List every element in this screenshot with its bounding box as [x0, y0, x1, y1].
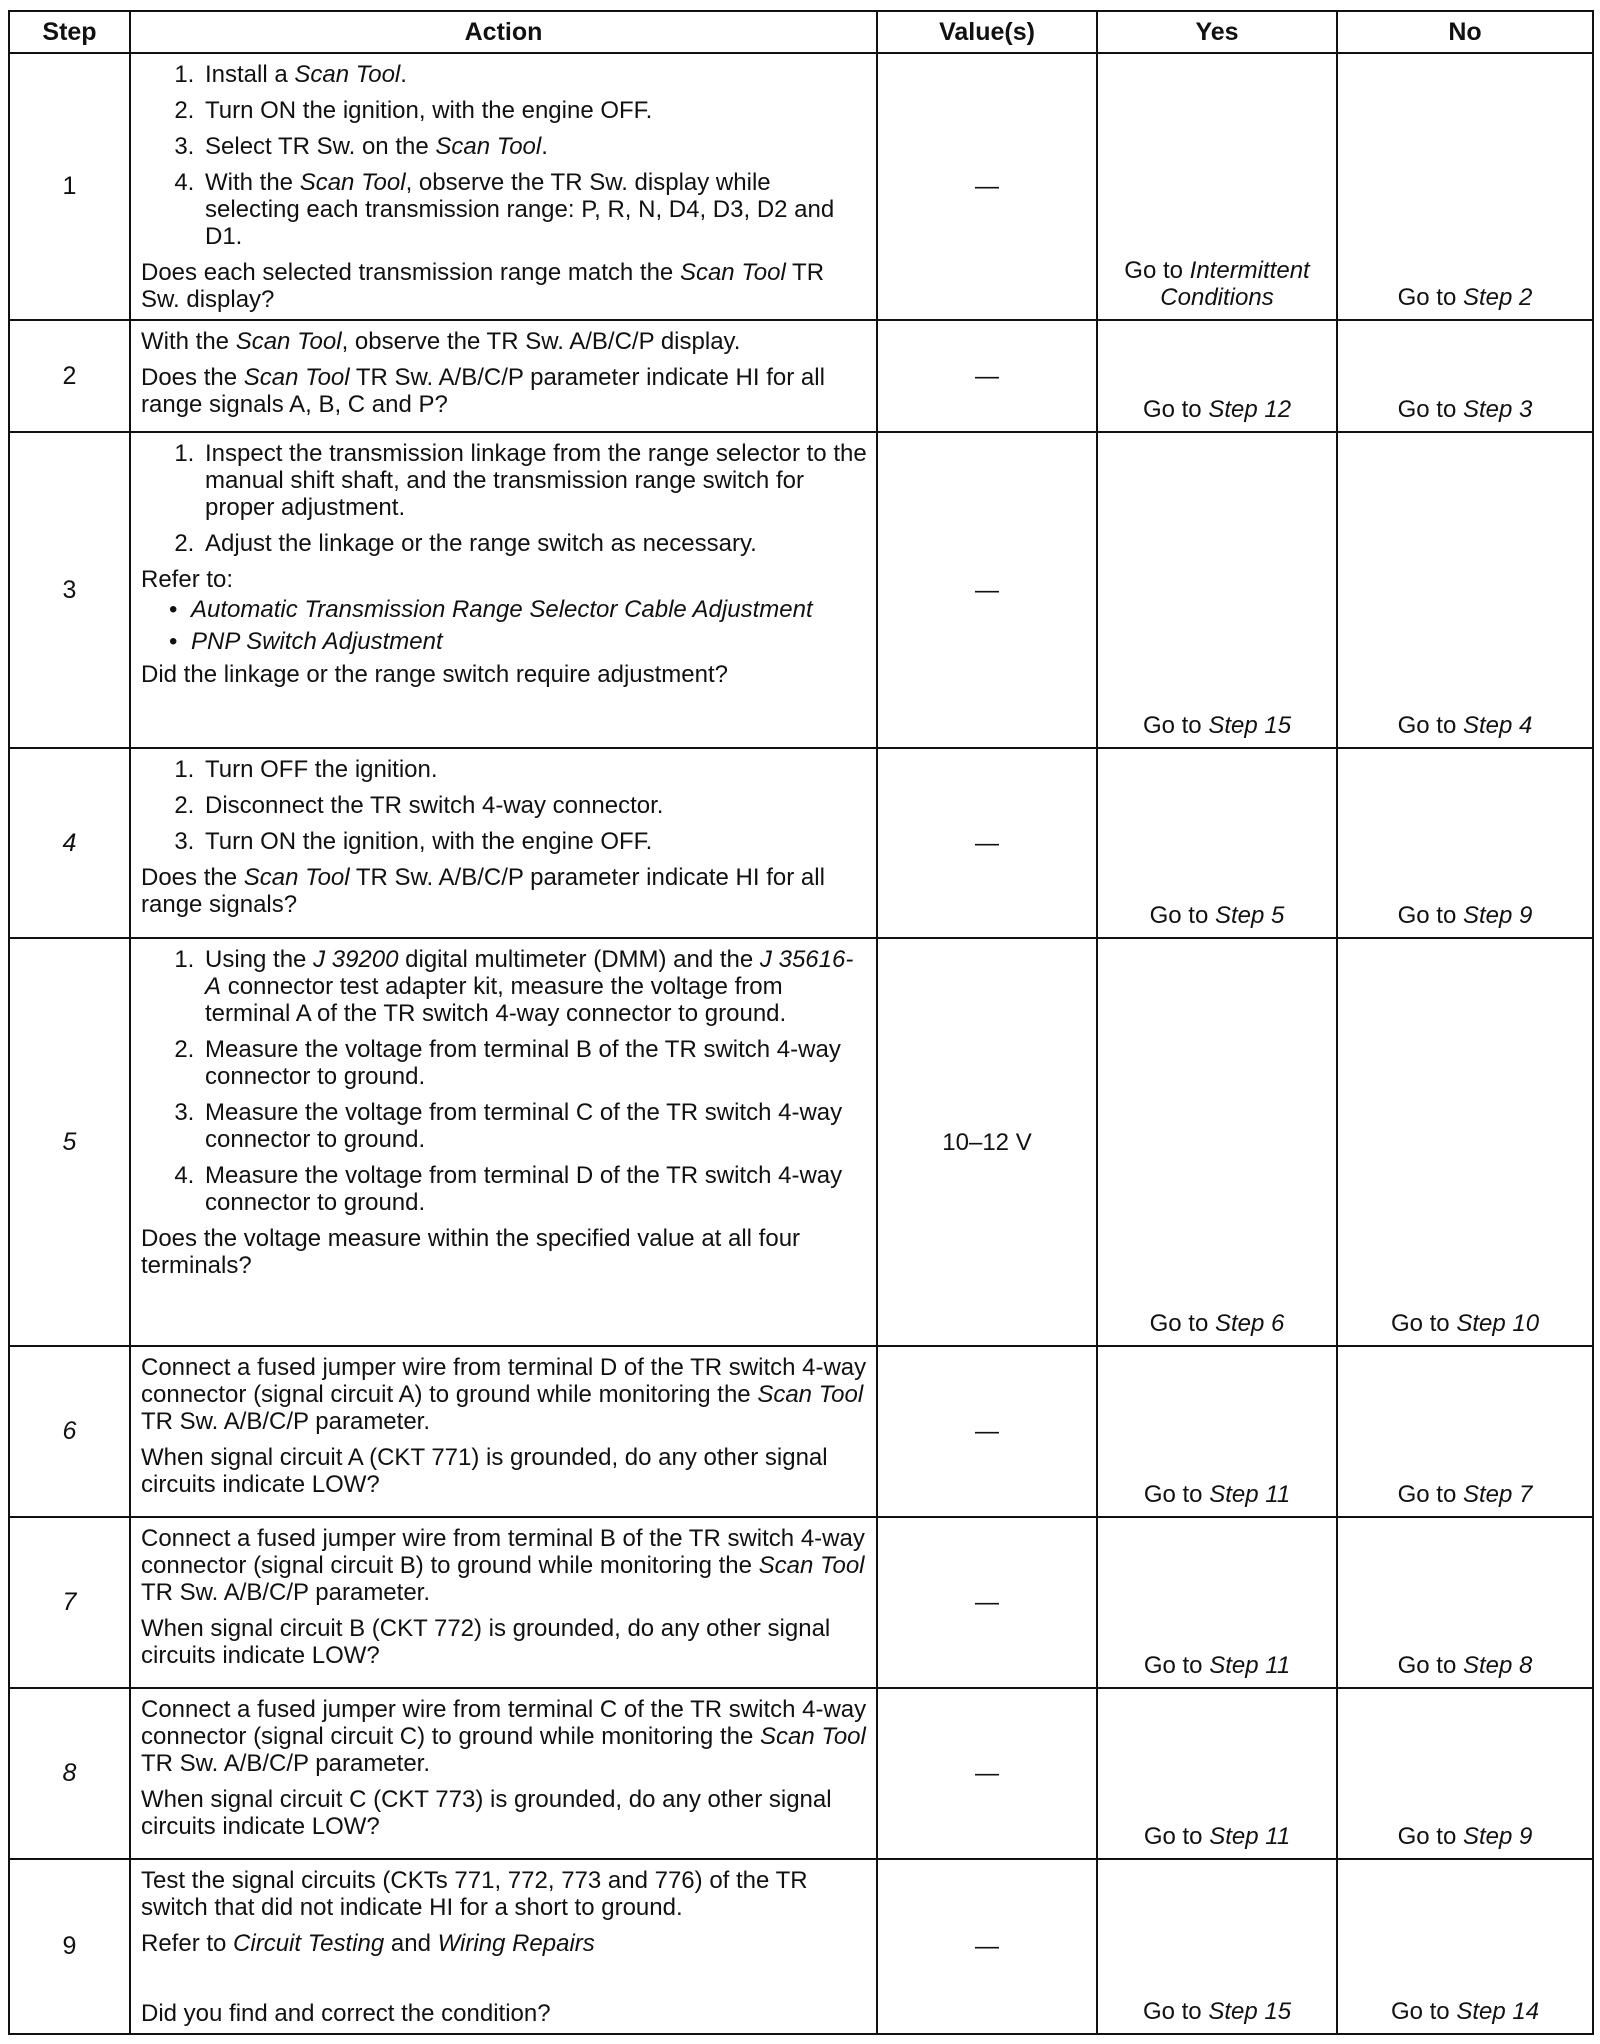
yes-cell: Go to Intermittent Conditions [1097, 53, 1337, 320]
yes-link[interactable]: Step 11 [1209, 1481, 1291, 1508]
yes-cell: Go to Step 15 [1097, 1859, 1337, 2034]
yes-cell: Go to Step 12 [1097, 320, 1337, 432]
value-cell: — [877, 432, 1097, 748]
no-cell: Go to Step 9 [1337, 748, 1593, 938]
value-cell: — [877, 748, 1097, 938]
step-number: 1 [9, 53, 130, 320]
value-cell: — [877, 320, 1097, 432]
yes-link[interactable]: Step 11 [1209, 1823, 1291, 1850]
step-number: 6 [9, 1346, 130, 1517]
value-cell: 10–12 V [877, 938, 1097, 1346]
no-link[interactable]: Step 3 [1462, 396, 1533, 423]
yes-cell: Go to Step 6 [1097, 938, 1337, 1346]
no-link[interactable]: Step 2 [1462, 284, 1533, 311]
diagnostic-table [8, 10, 1594, 2035]
yes-link[interactable]: Step 12 [1208, 396, 1292, 423]
action-cell: Connect a fused jumper wire from terminal B of the TR switch 4-way connector (signal circuit B) to ground while monitoring the Scan Tool TR Sw. A/B/C/P parameter. When signal circuit B (CKT 772) is grounded, do any other signal circuits indicate LOW? [130, 1517, 877, 1688]
yes-link[interactable]: Step 6 [1214, 1310, 1285, 1337]
header-yes: Yes [1097, 11, 1337, 53]
value-cell: — [877, 1688, 1097, 1859]
no-link[interactable]: Step 14 [1456, 1998, 1540, 2025]
no-link[interactable]: Step 7 [1462, 1481, 1533, 1508]
no-cell: Go to Step 10 [1337, 938, 1593, 1346]
header-values: Value(s) [877, 11, 1097, 53]
step-number: 2 [9, 320, 130, 432]
no-cell: Go to Step 9 [1337, 1688, 1593, 1859]
header-row [9, 11, 1593, 53]
table-row [9, 938, 1593, 1346]
no-link[interactable]: Step 9 [1462, 1823, 1533, 1850]
action-cell: With the Scan Tool, observe the TR Sw. A/B/C/P display. Does the Scan Tool TR Sw. A/B/C/P parameter indicate HI for all range signals A, B, C and P? [130, 320, 877, 432]
no-link[interactable]: Step 10 [1456, 1310, 1540, 1337]
step-number: 7 [9, 1517, 130, 1688]
yes-link[interactable]: Step 5 [1214, 902, 1285, 929]
action-cell: Connect a fused jumper wire from terminal D of the TR switch 4-way connector (signal circuit A) to ground while monitoring the Scan Tool TR Sw. A/B/C/P parameter. When signal circuit A (CKT 771) is grounded, do any other signal circuits indicate LOW? [130, 1346, 877, 1517]
table-row [9, 1859, 1593, 2034]
value-cell: — [877, 1517, 1097, 1688]
step-number: 8 [9, 1688, 130, 1859]
action-cell: 1. Turn OFF the ignition. 2. Disconnect the TR switch 4-way connector. 3. Turn ON the ignition, with the engine OFF. Does the Scan Tool TR Sw. A/B/C/P parameter indicate HI for all range signals? [130, 748, 877, 938]
yes-cell: Go to Step 11 [1097, 1688, 1337, 1859]
action-cell: 1. Install a Scan Tool. 2. Turn ON the ignition, with the engine OFF. 3. Select TR Sw. on the Scan Tool. 4. With the Scan Tool, observe the TR Sw. display while selecting each transmission range: P, R, N, D4, D3, D2 and D1. Does each selected transmission range match the Scan Tool TR Sw. display? [130, 53, 877, 320]
no-cell: Go to Step 7 [1337, 1346, 1593, 1517]
no-cell: Go to Step 8 [1337, 1517, 1593, 1688]
yes-link[interactable]: Step 15 [1208, 712, 1292, 739]
yes-cell: Go to Step 15 [1097, 432, 1337, 748]
table-row [9, 1517, 1593, 1688]
action-cell: 1. Using the J 39200 digital multimeter (DMM) and the J 35616-A connector test adapter kit, measure the voltage from terminal A of the TR switch 4-way connector to ground. 2. Measure the voltage from terminal B of the TR switch 4-way connector to ground. 3. Measure the voltage from terminal C of the TR switch 4-way connector to ground. 4. Measure the voltage from terminal D of the TR switch 4-way connector to ground. Does the voltage measure within the specified value at all four terminals? [130, 938, 877, 1346]
no-cell: Go to Step 2 [1337, 53, 1593, 320]
header-step: Step [9, 11, 130, 53]
action-cell: 1. Inspect the transmission linkage from the range selector to the manual shift shaft, and the transmission range switch for proper adjustment. 2. Adjust the linkage or the range switch as necessary. Refer to: • Automatic Transmission Range Selector Cable Adjustment • PNP Switch Adjustment Did the linkage or the range switch require adjustment? [130, 432, 877, 748]
yes-cell: Go to Step 11 [1097, 1517, 1337, 1688]
table-row [9, 53, 1593, 320]
action-cell: Connect a fused jumper wire from terminal C of the TR switch 4-way connector (signal circuit C) to ground while monitoring the Scan Tool TR Sw. A/B/C/P parameter. When signal circuit C (CKT 773) is grounded, do any other signal circuits indicate LOW? [130, 1688, 877, 1859]
no-cell: Go to Step 3 [1337, 320, 1593, 432]
step-number: 4 [9, 748, 130, 938]
no-link[interactable]: Step 8 [1462, 1652, 1533, 1679]
value-cell: — [877, 1346, 1097, 1517]
yes-link[interactable]: Step 15 [1208, 1998, 1292, 2025]
no-link[interactable]: Step 4 [1462, 712, 1533, 739]
no-cell: Go to Step 14 [1337, 1859, 1593, 2034]
yes-link[interactable]: Intermittent Conditions [1160, 257, 1310, 311]
value-cell: — [877, 53, 1097, 320]
header-action: Action [130, 11, 877, 53]
no-link[interactable]: Step 9 [1462, 902, 1533, 929]
table-row [9, 1346, 1593, 1517]
step-number: 3 [9, 432, 130, 748]
action-cell: Test the signal circuits (CKTs 771, 772, 773 and 776) of the TR switch that did not indicate HI for a short to ground. Refer to Circuit Testing and Wiring Repairs Did you find and correct the condition? [130, 1859, 877, 2034]
yes-cell: Go to Step 11 [1097, 1346, 1337, 1517]
yes-link[interactable]: Step 11 [1209, 1652, 1291, 1679]
reference-link[interactable]: • Automatic Transmission Range Selector Cable Adjustment [191, 596, 868, 623]
yes-cell: Go to Step 5 [1097, 748, 1337, 938]
table-row [9, 320, 1593, 432]
value-cell: — [877, 1859, 1097, 2034]
reference-link[interactable]: Circuit Testing [233, 1930, 385, 1957]
table-row [9, 748, 1593, 938]
step-number: 5 [9, 938, 130, 1346]
header-no: No [1337, 11, 1593, 53]
reference-link[interactable]: Wiring Repairs [437, 1930, 595, 1957]
reference-link[interactable]: • PNP Switch Adjustment [191, 628, 868, 655]
no-cell: Go to Step 4 [1337, 432, 1593, 748]
step-number: 9 [9, 1859, 130, 2034]
table-row [9, 432, 1593, 748]
table-row [9, 1688, 1593, 1859]
